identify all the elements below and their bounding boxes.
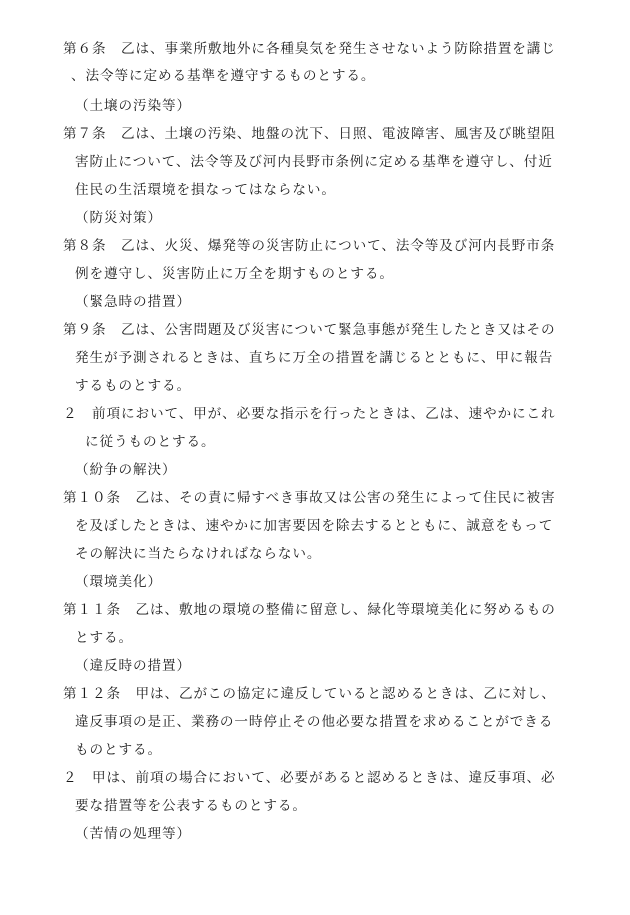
article-11-line-1: 第１１条 乙は、敷地の環境の整備に留意し、緑化等環境美化に努めるもの xyxy=(63,602,556,618)
heading-soil-pollution: （土壌の汚染等） xyxy=(75,98,191,114)
article-6-line-2: 、法令等に定める基準を遵守するものとする。 xyxy=(71,68,376,84)
article-9-para-2-line-1: ２ 前項において、甲が、必要な指示を行ったときは、乙は、速やかにこれ xyxy=(63,406,556,422)
heading-dispute-resolution: （紛争の解決） xyxy=(75,462,177,478)
article-9-para-2-line-2: に従うものとする。 xyxy=(85,434,216,450)
article-10-line-2: を及ぼしたときは、速やかに加害要因を除去するとともに、誠意をもって xyxy=(75,518,554,534)
heading-disaster-prevention: （防災対策） xyxy=(75,210,162,226)
article-9-line-1: 第９条 乙は、公害問題及び災害について緊急事態が発生したとき又はその xyxy=(63,322,556,338)
heading-environmental-beautification: （環境美化） xyxy=(75,574,162,590)
article-12-line-2: 違反事項の是正、業務の一時停止その他必要な措置を求めることができる xyxy=(75,714,554,730)
article-7-line-3: 住民の生活環境を損なってはならない。 xyxy=(75,182,336,198)
article-8-line-2: 例を遵守し、災害防止に万全を期すものとする。 xyxy=(75,266,394,282)
article-12-para-2-line-1: ２ 甲は、前項の場合において、必要があると認めるときは、違反事項、必 xyxy=(63,770,556,786)
article-12-para-2-line-2: 要な措置等を公表するものとする。 xyxy=(75,798,307,814)
article-6-line-1: 第６条 乙は、事業所敷地外に各種臭気を発生させないよう防除措置を講じ xyxy=(63,41,556,57)
heading-emergency-measures: （緊急時の措置） xyxy=(75,294,191,310)
article-9-line-2: 発生が予測されるときは、直ちに万全の措置を講じるとともに、甲に報告 xyxy=(75,350,554,366)
article-8-line-1: 第８条 乙は、火災、爆発等の災害防止について、法令等及び河内長野市条 xyxy=(63,238,556,254)
article-10-line-3: その解決に当たらなければならない。 xyxy=(75,546,322,562)
article-12-line-1: 第１２条 甲は、乙がこの協定に違反していると認めるときは、乙に対し、 xyxy=(63,686,556,702)
heading-violation-measures: （違反時の措置） xyxy=(75,658,191,674)
article-7-line-2: 害防止について、法令等及び河内長野市条例に定める基準を遵守し、付近 xyxy=(75,154,553,170)
article-7-line-1: 第７条 乙は、土壌の汚染、地盤の沈下、日照、電波障害、風害及び眺望阻 xyxy=(63,126,556,142)
article-9-line-3: するものとする。 xyxy=(75,378,191,394)
article-11-line-2: とする。 xyxy=(75,630,133,646)
article-12-line-3: ものとする。 xyxy=(75,742,162,758)
heading-complaint-handling: （苦情の処理等） xyxy=(75,826,191,842)
article-10-line-1: 第１０条 乙は、その責に帰すべき事故又は公害の発生によって住民に被害 xyxy=(63,490,556,506)
